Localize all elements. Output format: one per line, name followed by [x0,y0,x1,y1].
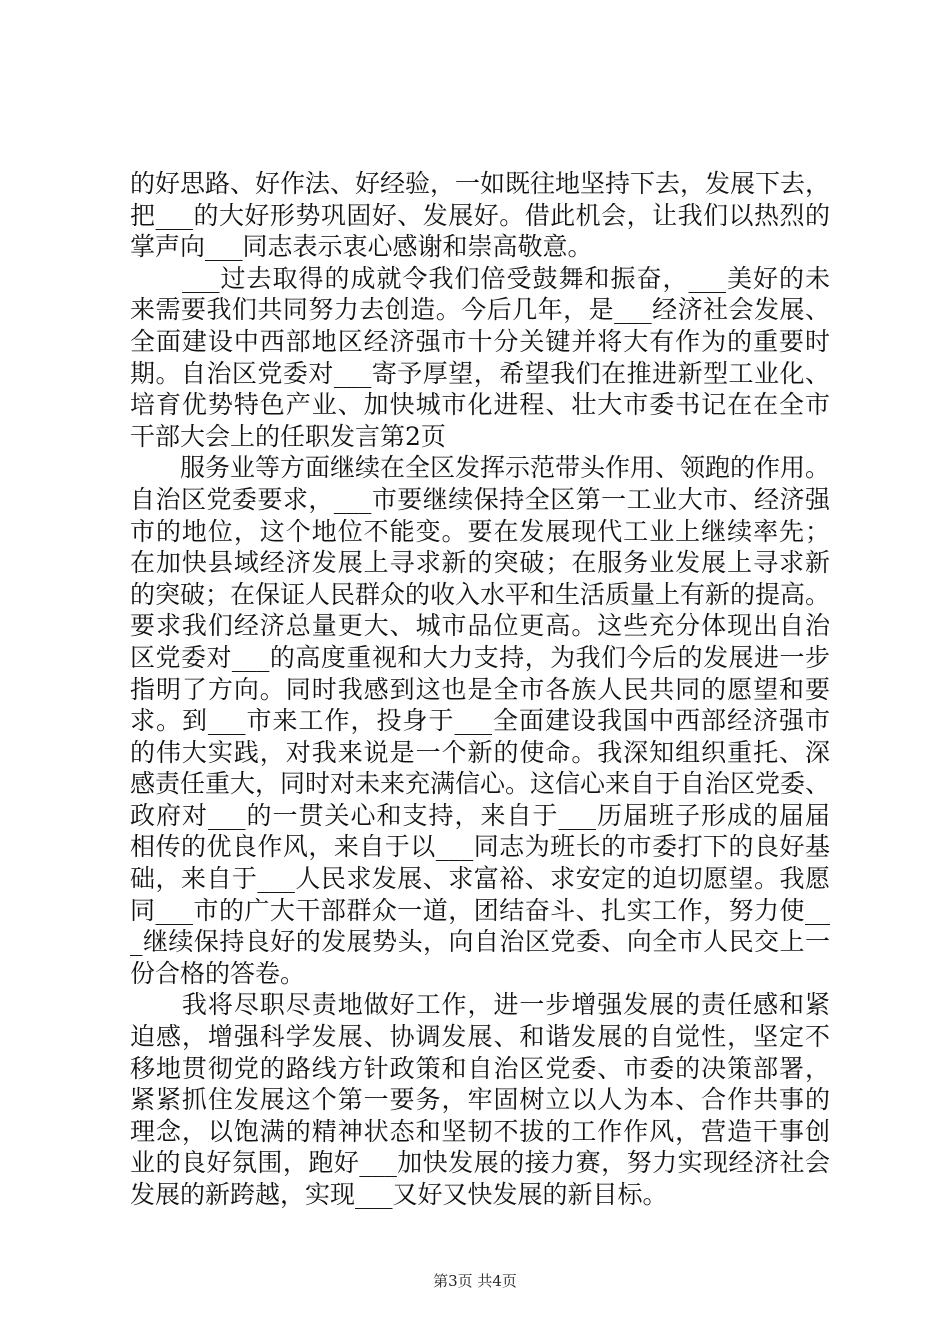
text-line: 发展的新跨越，实现___又好又快发展的新目标。 [130,1180,668,1209]
text-line: 掌声向___同志表示衷心感谢和崇高敬意。 [130,232,593,262]
text-line: 要求我们经济总量更大、城市品位更高。这些充分体现出自治 [130,611,830,641]
text-line: 求。到___市来工作，投身于___全面建设我国中西部经济强市 [130,706,830,736]
text-line: 全面建设中西部地区经济强市十分关键并将大有作为的重要时 [130,326,830,356]
text-line: 在加快县域经济发展上寻求新的突破；在服务业发展上寻求新 [130,548,830,578]
text-line: 我将尽职尽责地做好工作，进一步增强发展的责任感和紧 [130,990,830,1020]
text-line: 的伟大实践，对我来说是一个新的使命。我深知组织重托、深 [130,737,830,767]
text-line: _继续保持良好的发展势头，向自治区党委、向全市人民交上一 [130,927,830,957]
text-line: 政府对___的一贯关心和支持，来自于___历届班子形成的届届 [130,800,830,830]
text-line: 的突破；在保证人民群众的收入水平和生活质量上有新的提高。 [130,579,830,609]
text-line: 市的地位，这个地位不能变。要在发展现代工业上继续率先； [130,516,830,546]
text-line: 紧紧抓住发展这个第一要务，牢固树立以人为本、合作共事的 [130,1085,830,1115]
text-line: ___过去取得的成就令我们倍受鼓舞和振奋，___美好的未 [130,263,830,293]
text-line: 份合格的答卷。 [130,958,306,988]
text-line: 培育优势特色产业、加快城市化进程、壮大市委书记在在全市 [130,390,830,420]
text-line: 干部大会上的任职发言第2页 [130,421,446,451]
text-line: 理念，以饱满的精神状态和坚韧不拔的工作作风，营造干事创 [130,1116,830,1146]
text-line: 迫感，增强科学发展、协调发展、和谐发展的自觉性，坚定不 [130,1022,830,1052]
text-line: 础，来自于___人民求发展、求富裕、求安定的迫切愿望。我愿 [130,864,830,894]
text-line: 的好思路、好作法、好经验，一如既往地坚持下去，发展下去， [130,169,830,198]
text-line: 同___市的广大干部群众一道，团结奋斗、扎实工作，努力使__ [130,895,830,925]
text-line: 相传的优良作风，来自于以___同志为班长的市委打下的良好基 [130,832,830,862]
page-footer: 第3页 共4页 [433,1272,517,1290]
text-line: 服务业等方面继续在全区发挥示范带头作用、领跑的作用。 [130,453,830,483]
text-line: 期。自治区党委对___寄予厚望，希望我们在推进新型工业化、 [130,358,830,388]
text-line: 指明了方向。同时我感到这也是全市各族人民共同的愿望和要 [130,674,830,704]
text-line: 移地贯彻党的路线方针政策和自治区党委、市委的决策部署， [130,1053,830,1083]
text-line: 自治区党委要求，___市要继续保持全区第一工业大市、经济强 [130,484,830,514]
text-line: 来需要我们共同努力去创造。今后几年，是___经济社会发展、 [130,295,830,325]
text-line: 感责任重大，同时对未来充满信心。这信心来自于自治区党委、 [130,769,830,799]
text-line: 区党委对___的高度重视和大力支持，为我们今后的发展进一步 [130,642,830,672]
text-line: 把___的大好形势巩固好、发展好。借此机会，让我们以热烈的 [130,200,830,230]
text-line: 业的良好氛围，跑好___加快发展的接力赛，努力实现经济社会 [130,1148,830,1178]
document-body [130,168,830,1211]
